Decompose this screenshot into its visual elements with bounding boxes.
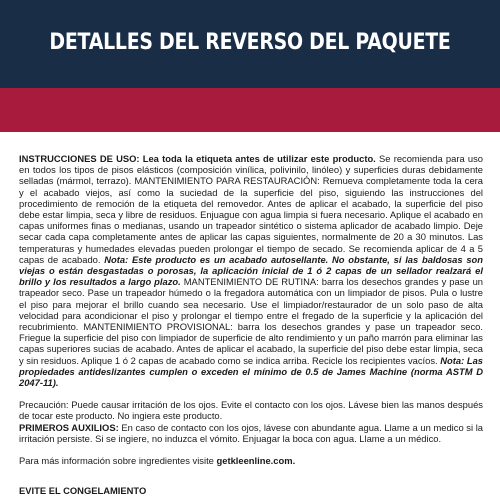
more-info-paragraph [19, 455, 483, 466]
first-aid-heading: PRIMEROS AUXILIOS: [19, 421, 119, 433]
precaution-text: Precaución: Puede causar irritación de los ojos. Evite el contacto con los ojos. Lávese bien las manos después de tocar este producto. No ingiera este producto. [19, 399, 483, 422]
header-banner [0, 0, 500, 132]
freeze-warning: EVITE EL CONGELAMIENTO [19, 485, 147, 496]
website-link[interactable]: getkleenline.com. [216, 455, 296, 467]
instructions-text-2: MANTENIMIENTO DE RUTINA: barra los desechos grandes y pase un trapeador seco. Pase un trapeador húmedo o la fregadora automática con un limpiador de pisos. Pula o lustre el piso para mejorar el brillo cuando sea necesario. Use el limpiador/restaurador de un solo paso de alta velocidad para acondicionar el piso y prolongar el tiempo entre el fregado de la superficie y la aplicación del recubrimiento. MANTENIMIENTO PROVISIONAL: barra los desechos grandes y pase un trapeador seco. Friegue la superficie del piso con limpiador de superficie de alto rendimiento y un paño marrón para eliminar las capas superiores sucias de acabado. Antes de aplicar el acabado, la superficie del piso debe estar limpia, seca y sin residuos. Aplique 1 ó 2 capas de acabado como se indica arriba. Recicle los recipientes vacíos. [19, 276, 484, 366]
header-band-red [0, 88, 500, 132]
instructions-heading: INSTRUCCIONES DE USO: [19, 153, 140, 164]
precaution-paragraph [19, 399, 483, 444]
slip-resistance-note: Nota: Las propiedades antideslizantes cumplen o exceden el mínimo de 0.5 de James Machine (norma ASTM D 2047-11). [19, 354, 484, 389]
page-title: DETALLES DEL REVERSO DEL PAQUETE [49, 30, 451, 55]
instructions-paragraph [19, 153, 483, 388]
label-text [19, 153, 483, 466]
more-info-text: Para más información sobre ingredientes visite [19, 455, 214, 467]
self-sealing-note: Nota: Este producto es un acabado autosellante. No obstante, si las baldosas son viejas o están desgastadas o porosas, la aplicación inicial de 1 ó 2 capas de un sellador realzará el brillo y los resultados a largo plazo. [19, 253, 484, 288]
first-aid-text: En caso de contacto con los ojos, lávese con abundante agua. Llame a un medico si la irritación persiste. Si se ingiere, no induzca el vómito. Enjuagar la boca con agua. Llame a un médico. [19, 421, 484, 444]
instructions-lead: Lea toda la etiqueta antes de utilizar este producto. [142, 153, 376, 164]
instructions-text-1: Se recomienda para uso en todos los tipos de pisos elásticos (composición vinílica, polivinilo, linóleo) y superficies duras debidamente selladas (mármol, terrazo). MANTENIMIENTO PARA RESTAURACIÓN: Remueva completamente toda la cera y el acabado viejos, así como la suciedad de la superficie del piso, siguiendo las instrucciones del procedimiento de remoción de la etiqueta del removedor. Antes de aplicar el acabado, la superficie del piso debe estar limpia, seca y libre de residuos. Enjuague con agua limpia si fuera necesario. Aplique el acabado en capas uniformes finas o medianas, usando un trapeador sintético o sistema aplicador de acabado limpio. Deje secar cada capa completamente antes de aplicar las capas siguientes, normalmente de 20 a 30 minutos. Las temperaturas y humedades elevadas pueden prolongar el tiempo de secado. Se recomienda aplicar de 4 a 5 capas de acabado. [19, 153, 483, 265]
